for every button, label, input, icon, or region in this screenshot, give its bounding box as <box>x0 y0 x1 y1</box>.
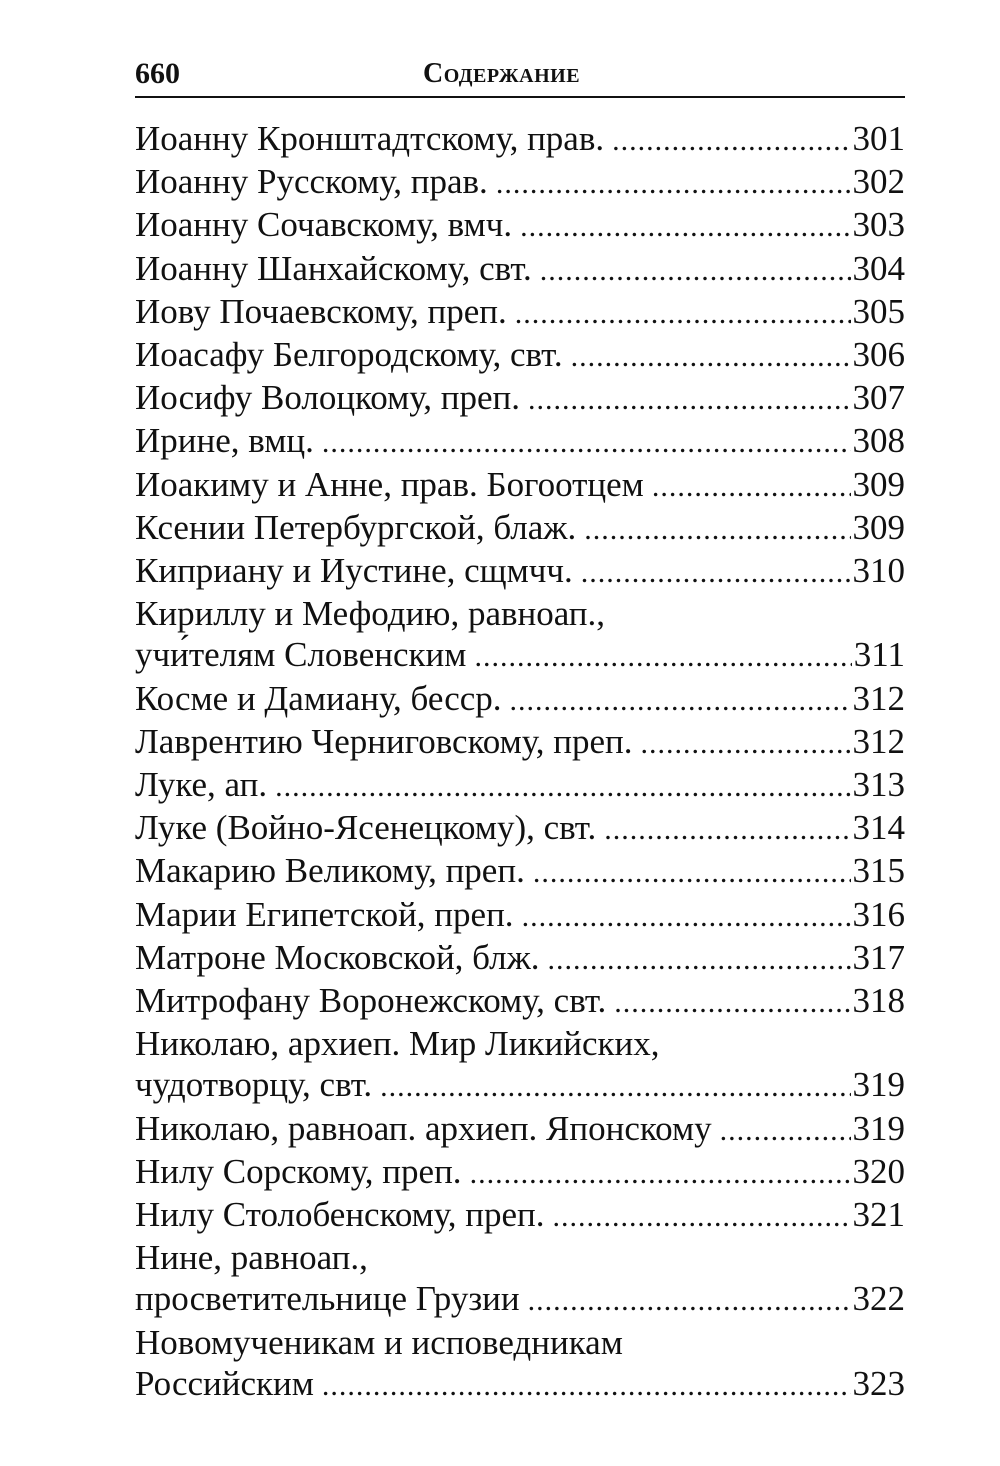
toc-entry-title: Киприану и Иустине, сщмчч. <box>135 551 573 591</box>
toc-entry-page: 310 <box>852 551 905 591</box>
toc-entry-title: Иоакиму и Анне, прав. Богоотцем <box>135 464 644 504</box>
dot-leader <box>275 766 850 807</box>
toc-entry-line <box>135 1194 905 1237</box>
toc-entry <box>135 1023 905 1107</box>
toc-entry <box>135 420 905 463</box>
toc-entry-title-line: Нине, равноап., <box>135 1238 368 1278</box>
toc-entry-line <box>135 248 905 291</box>
toc-entry-line <box>135 764 905 807</box>
table-of-contents <box>135 118 905 1406</box>
toc-entry-line <box>135 161 905 204</box>
dot-leader <box>652 466 851 507</box>
toc-entry-page: 319 <box>852 1065 905 1105</box>
toc-entry-title: Марии Египетской, преп. <box>135 894 514 934</box>
toc-entry-page: 305 <box>852 291 905 331</box>
page-number: 660 <box>135 57 180 90</box>
dot-leader <box>520 206 850 247</box>
toc-entry-page: 313 <box>852 765 905 805</box>
toc-entry-title: Митрофану Воронежскому, свт. <box>135 981 607 1021</box>
toc-entry-page: 323 <box>852 1363 905 1403</box>
toc-entry <box>135 807 905 850</box>
toc-entry-line <box>135 334 905 377</box>
toc-entry-title: Иоанну Сочавскому, вмч. <box>135 205 513 245</box>
toc-entry-page: 312 <box>852 721 905 761</box>
toc-entry <box>135 1194 905 1237</box>
toc-entry-title: Российским <box>135 1363 314 1403</box>
toc-entry-title: Матроне Московской, блж. <box>135 937 540 977</box>
dot-leader <box>581 552 851 593</box>
page-header <box>135 52 905 98</box>
running-title: Содержание <box>423 58 581 89</box>
dot-leader <box>533 852 851 893</box>
toc-entry-page: 320 <box>852 1151 905 1191</box>
toc-entry-line <box>135 1363 905 1406</box>
toc-entry-line <box>135 1151 905 1194</box>
dot-leader <box>496 163 851 204</box>
toc-entry-line <box>135 1278 905 1321</box>
toc-entry-title: Нилу Столобенскому, преп. <box>135 1195 545 1235</box>
toc-entry-line <box>135 937 905 980</box>
toc-entry-title: Луке (Войно-Ясенецкому), свт. <box>135 808 597 848</box>
toc-entry <box>135 1151 905 1194</box>
toc-entry <box>135 894 905 937</box>
toc-entry <box>135 377 905 420</box>
toc-entry <box>135 507 905 550</box>
dot-leader <box>548 939 851 980</box>
toc-entry-title: Луке, ап. <box>135 765 268 805</box>
toc-entry-page: 302 <box>852 162 905 202</box>
dot-leader <box>522 896 851 937</box>
toc-entry-title: Ирине, вмц. <box>135 421 314 461</box>
toc-entry-line <box>135 464 905 507</box>
toc-entry-title: Николаю, равноап. архиеп. Японскому <box>135 1108 712 1148</box>
toc-entry-line <box>135 507 905 550</box>
toc-entry-title: учи́телям Словенским <box>135 635 467 675</box>
dot-leader <box>528 1280 851 1321</box>
toc-entry-line <box>135 807 905 850</box>
toc-entry-page: 309 <box>852 507 905 547</box>
toc-entry-line <box>135 204 905 247</box>
toc-entry-page: 301 <box>852 119 905 158</box>
toc-entry-title-line: Новомученикам и исповедникам <box>135 1322 623 1362</box>
toc-entry <box>135 204 905 247</box>
toc-entry <box>135 1322 905 1406</box>
toc-entry-page: 312 <box>852 678 905 718</box>
dot-leader <box>584 509 850 550</box>
toc-entry-line <box>135 634 905 677</box>
toc-entry-line <box>135 1064 905 1107</box>
toc-entry-title: Нилу Сорскому, преп. <box>135 1151 462 1191</box>
dot-leader <box>612 120 850 161</box>
toc-entry-page: 321 <box>852 1195 905 1235</box>
dot-leader <box>614 982 850 1023</box>
toc-entry-line <box>135 291 905 334</box>
toc-entry-line <box>135 721 905 764</box>
toc-entry-page: 304 <box>852 248 905 288</box>
toc-entry <box>135 678 905 721</box>
toc-entry-line <box>135 678 905 721</box>
toc-entry-title: Иосифу Волоцкому, преп. <box>135 378 520 418</box>
dot-leader <box>540 250 851 291</box>
toc-entry-title: Иову Почаевскому, преп. <box>135 291 507 331</box>
toc-entry-title: чудотворцу, свт. <box>135 1065 373 1105</box>
toc-entry <box>135 1237 905 1321</box>
toc-entry <box>135 850 905 893</box>
toc-entry <box>135 937 905 980</box>
toc-entry-line <box>135 850 905 893</box>
dot-leader <box>380 1066 850 1107</box>
toc-entry-title: Иоасафу Белгородскому, свт. <box>135 335 563 375</box>
toc-entry-page: 306 <box>852 335 905 375</box>
toc-entry-page: 311 <box>853 635 905 675</box>
toc-entry-title-line: Кириллу и Мефодию, равноап., <box>135 594 606 634</box>
toc-entry-line <box>135 980 905 1023</box>
dot-leader <box>553 1196 851 1237</box>
toc-entry <box>135 291 905 334</box>
toc-entry-title: просветительнице Грузии <box>135 1279 520 1319</box>
dot-leader <box>322 422 851 463</box>
toc-entry <box>135 593 905 677</box>
toc-entry <box>135 334 905 377</box>
toc-entry-page: 316 <box>852 894 905 934</box>
toc-entry-page: 307 <box>852 378 905 418</box>
toc-entry-page: 317 <box>852 937 905 977</box>
dot-leader <box>510 680 851 721</box>
dot-leader <box>604 809 850 850</box>
toc-entry-page: 308 <box>852 421 905 461</box>
toc-entry-title: Лаврентию Черниговскому, преп. <box>135 721 633 761</box>
toc-entry-line <box>135 1108 905 1151</box>
toc-entry-line <box>135 894 905 937</box>
toc-entry <box>135 248 905 291</box>
toc-entry <box>135 464 905 507</box>
toc-entry-page: 314 <box>852 808 905 848</box>
toc-entry-page: 315 <box>852 851 905 891</box>
dot-leader <box>571 336 851 377</box>
toc-entry <box>135 118 905 161</box>
toc-entry-title: Косме и Дамиану, бесср. <box>135 678 502 718</box>
toc-entry-line <box>135 377 905 420</box>
toc-entry <box>135 721 905 764</box>
dot-leader <box>470 1153 851 1194</box>
dot-leader <box>322 1365 851 1406</box>
toc-entry-line <box>135 550 905 593</box>
toc-entry-title: Иоанну Кронштадтскому, прав. <box>135 119 605 158</box>
toc-entry-line <box>135 420 905 463</box>
toc-entry <box>135 550 905 593</box>
toc-entry-title: Макарию Великому, преп. <box>135 851 525 891</box>
toc-entry-line <box>135 118 905 161</box>
dot-leader <box>474 636 851 677</box>
dot-leader <box>641 723 851 764</box>
toc-entry <box>135 161 905 204</box>
dot-leader <box>528 379 851 420</box>
toc-entry <box>135 980 905 1023</box>
toc-entry-page: 319 <box>852 1108 905 1148</box>
toc-entry <box>135 764 905 807</box>
dot-leader <box>720 1110 851 1151</box>
toc-entry-title: Иоанну Русскому, прав. <box>135 162 488 202</box>
toc-entry-title: Иоанну Шанхайскому, свт. <box>135 248 532 288</box>
toc-entry-page: 322 <box>852 1279 905 1319</box>
dot-leader <box>515 293 851 334</box>
toc-entry-page: 318 <box>852 981 905 1021</box>
toc-entry <box>135 1108 905 1151</box>
toc-entry-page: 303 <box>852 205 905 245</box>
toc-entry-page: 309 <box>852 464 905 504</box>
toc-entry-title: Ксении Петербургской, блаж. <box>135 507 577 547</box>
toc-entry-title-line: Николаю, архиеп. Мир Ликийских, <box>135 1024 660 1064</box>
